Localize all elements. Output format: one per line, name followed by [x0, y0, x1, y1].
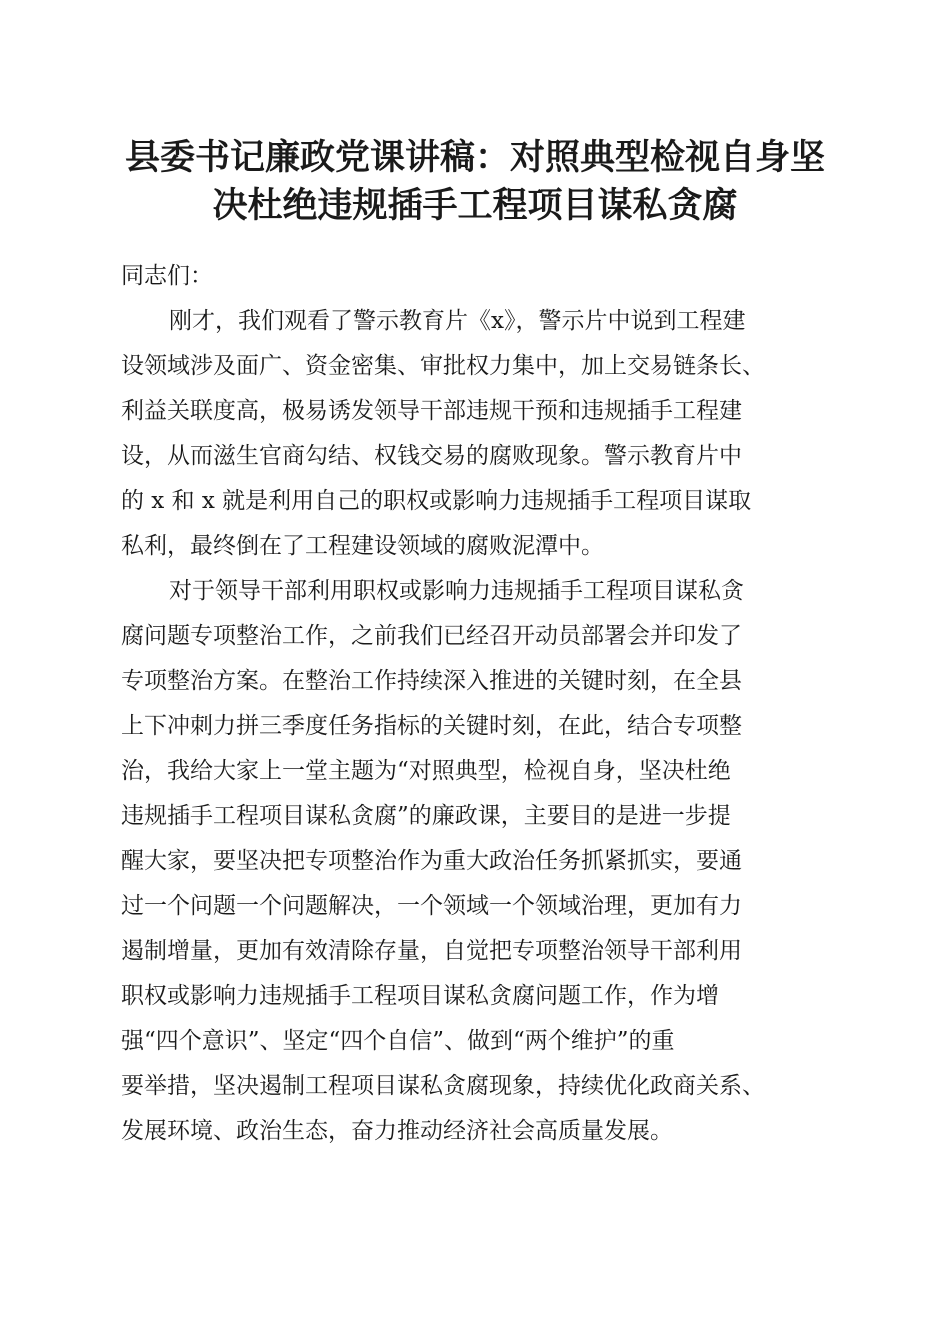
paragraph-line: 治，我给大家上一堂主题为“对照典型，检视自身，坚决杜绝 — [121, 758, 731, 784]
paragraph-line: 私利，最终倒在了工程建设领域的腐败泥潭中。 — [121, 533, 604, 559]
paragraph-line: 刚才，我们观看了警示教育片《x》，警示片中说到工程建 — [169, 308, 746, 334]
paragraph-line: 专项整治方案。在整治工作持续深入推进的关键时刻，在全县 — [121, 668, 742, 694]
paragraph-line: 违规插手工程项目谋私贪腐”的廉政课，主要目的是进一步提 — [121, 803, 731, 829]
paragraph-line: 对于领导干部利用职权或影响力违规插手工程项目谋私贪 — [169, 578, 744, 604]
title-line-1: 县委书记廉政党课讲稿：对照典型检视自身坚 — [124, 137, 825, 178]
paragraph-line: 强“四个意识”、坚定“四个自信”、做到“两个维护”的重 — [121, 1028, 675, 1054]
paragraph-line: 腐问题专项整治工作，之前我们已经召开动员部署会并印发了 — [121, 623, 742, 649]
document-title — [90, 134, 860, 230]
paragraph-line: 醒大家，要坚决把专项整治作为重大政治任务抓紧抓实，要通 — [121, 848, 742, 874]
salutation: 同志们： — [121, 263, 213, 289]
paragraph-line: 的 x 和 x 就是利用自己的职权或影响力违规插手工程项目谋取 — [121, 488, 752, 514]
paragraph-line: 设，从而滋生官商勾结、权钱交易的腐败现象。警示教育片中 — [121, 443, 742, 469]
paragraph-1 — [121, 299, 821, 569]
document-body — [121, 254, 821, 1154]
paragraph-line: 要举措，坚决遏制工程项目谋私贪腐现象，持续优化政商关系、 — [121, 1073, 765, 1099]
paragraph-line: 遏制增量，更加有效清除存量，自觉把专项整治领导干部利用 — [121, 938, 742, 964]
paragraph-line: 设领域涉及面广、资金密集、审批权力集中，加上交易链条长、 — [121, 353, 765, 379]
paragraph-line: 发展环境、政治生态，奋力推动经济社会高质量发展。 — [121, 1118, 673, 1144]
paragraph-line: 过一个问题一个问题解决，一个领域一个领域治理，更加有力 — [121, 893, 742, 919]
paragraph-line: 职权或影响力违规插手工程项目谋私贪腐问题工作，作为增 — [121, 983, 719, 1009]
paragraph-2 — [121, 569, 821, 1154]
title-line-2: 决杜绝违规插手工程项目谋私贪腐 — [212, 185, 738, 226]
paragraph-line: 上下冲刺力拼三季度任务指标的关键时刻，在此，结合专项整 — [121, 713, 742, 739]
paragraph-line: 利益关联度高，极易诱发领导干部违规干预和违规插手工程建 — [121, 398, 742, 424]
